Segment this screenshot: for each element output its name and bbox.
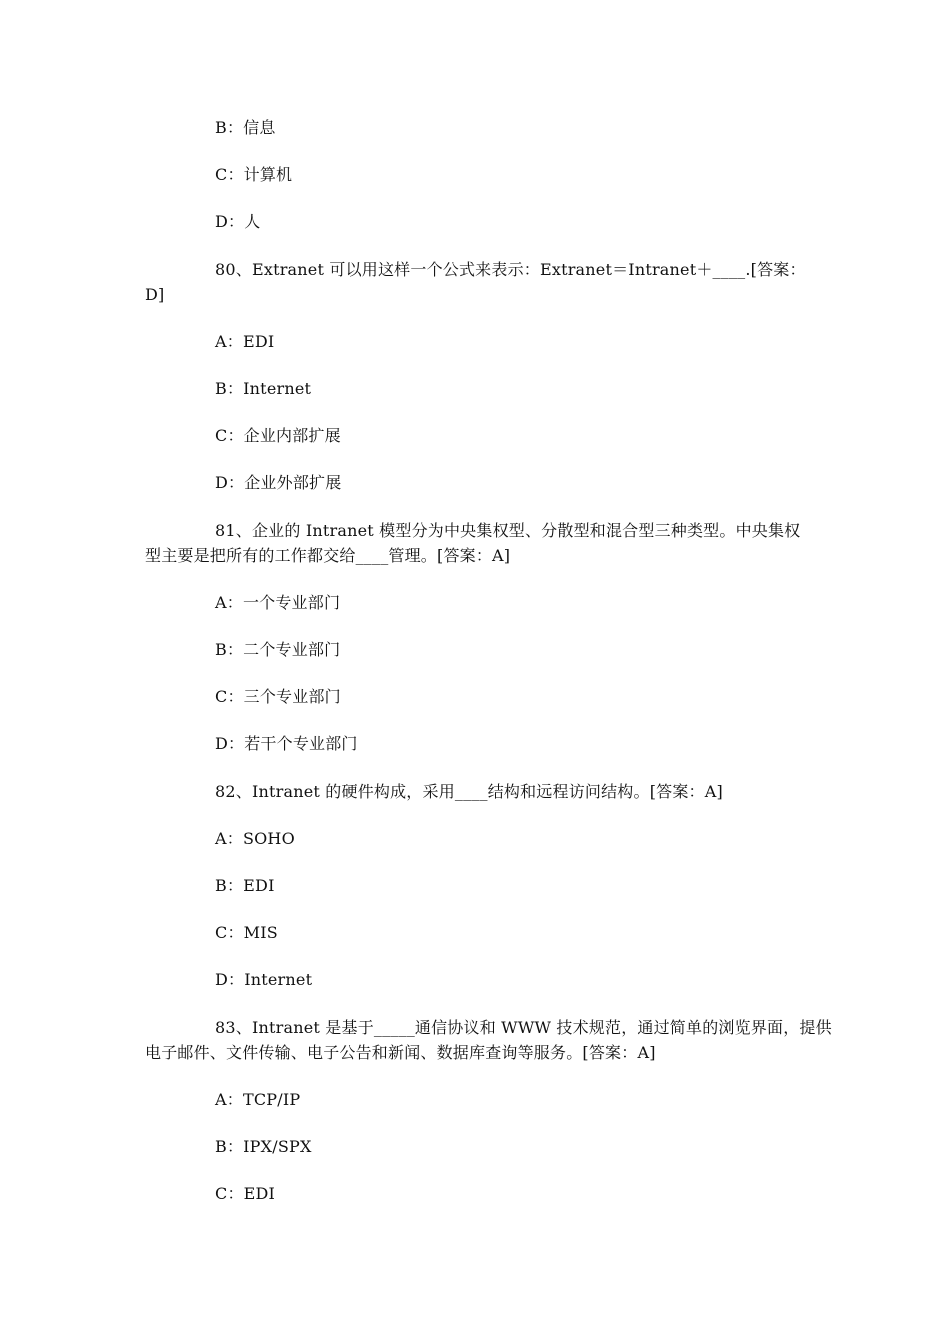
option-80-b: B：Internet <box>215 379 312 398</box>
option-82-d: D：Internet <box>215 970 313 989</box>
option-83-b: B：IPX/SPX <box>215 1137 312 1156</box>
option-82-a: A：SOHO <box>215 829 295 848</box>
option-79-c: C：计算机 <box>215 165 293 184</box>
question-81-line-2: 型主要是把所有的工作都交给____管理。[答案：A] <box>145 546 511 565</box>
option-82-c: C：MIS <box>215 923 278 942</box>
option-83-a: A：TCP/IP <box>215 1090 301 1109</box>
option-80-a: A：EDI <box>215 332 275 351</box>
option-81-b: B：二个专业部门 <box>215 640 341 659</box>
question-81-line-1: 81、企业的 Intranet 模型分为中央集权型、分散型和混合型三种类型。中央集权 <box>215 521 801 540</box>
option-79-d: D：人 <box>215 212 261 231</box>
option-82-b: B：EDI <box>215 876 275 895</box>
option-81-d: D：若干个专业部门 <box>215 734 358 753</box>
option-79-b: B：信息 <box>215 118 276 137</box>
option-80-d: D：企业外部扩展 <box>215 473 342 492</box>
option-80-c: C：企业内部扩展 <box>215 426 341 445</box>
option-81-c: C：三个专业部门 <box>215 687 341 706</box>
question-82: 82、Intranet 的硬件构成，采用____结构和远程访问结构。[答案：A] <box>215 782 723 801</box>
question-83-line-1: 83、Intranet 是基于_____通信协议和 WWW 技术规范，通过简单的浏览界面，提供 <box>215 1018 832 1037</box>
question-83-line-2: 电子邮件、文件传输、电子公告和新闻、数据库查询等服务。[答案：A] <box>145 1043 656 1062</box>
option-81-a: A：一个专业部门 <box>215 593 341 612</box>
question-80-line-2: D] <box>145 285 165 304</box>
option-83-c: C：EDI <box>215 1184 276 1203</box>
question-80-line-1: 80、Extranet 可以用这样一个公式来表示：Extranet＝Intranet＋____.[答案： <box>215 260 806 279</box>
